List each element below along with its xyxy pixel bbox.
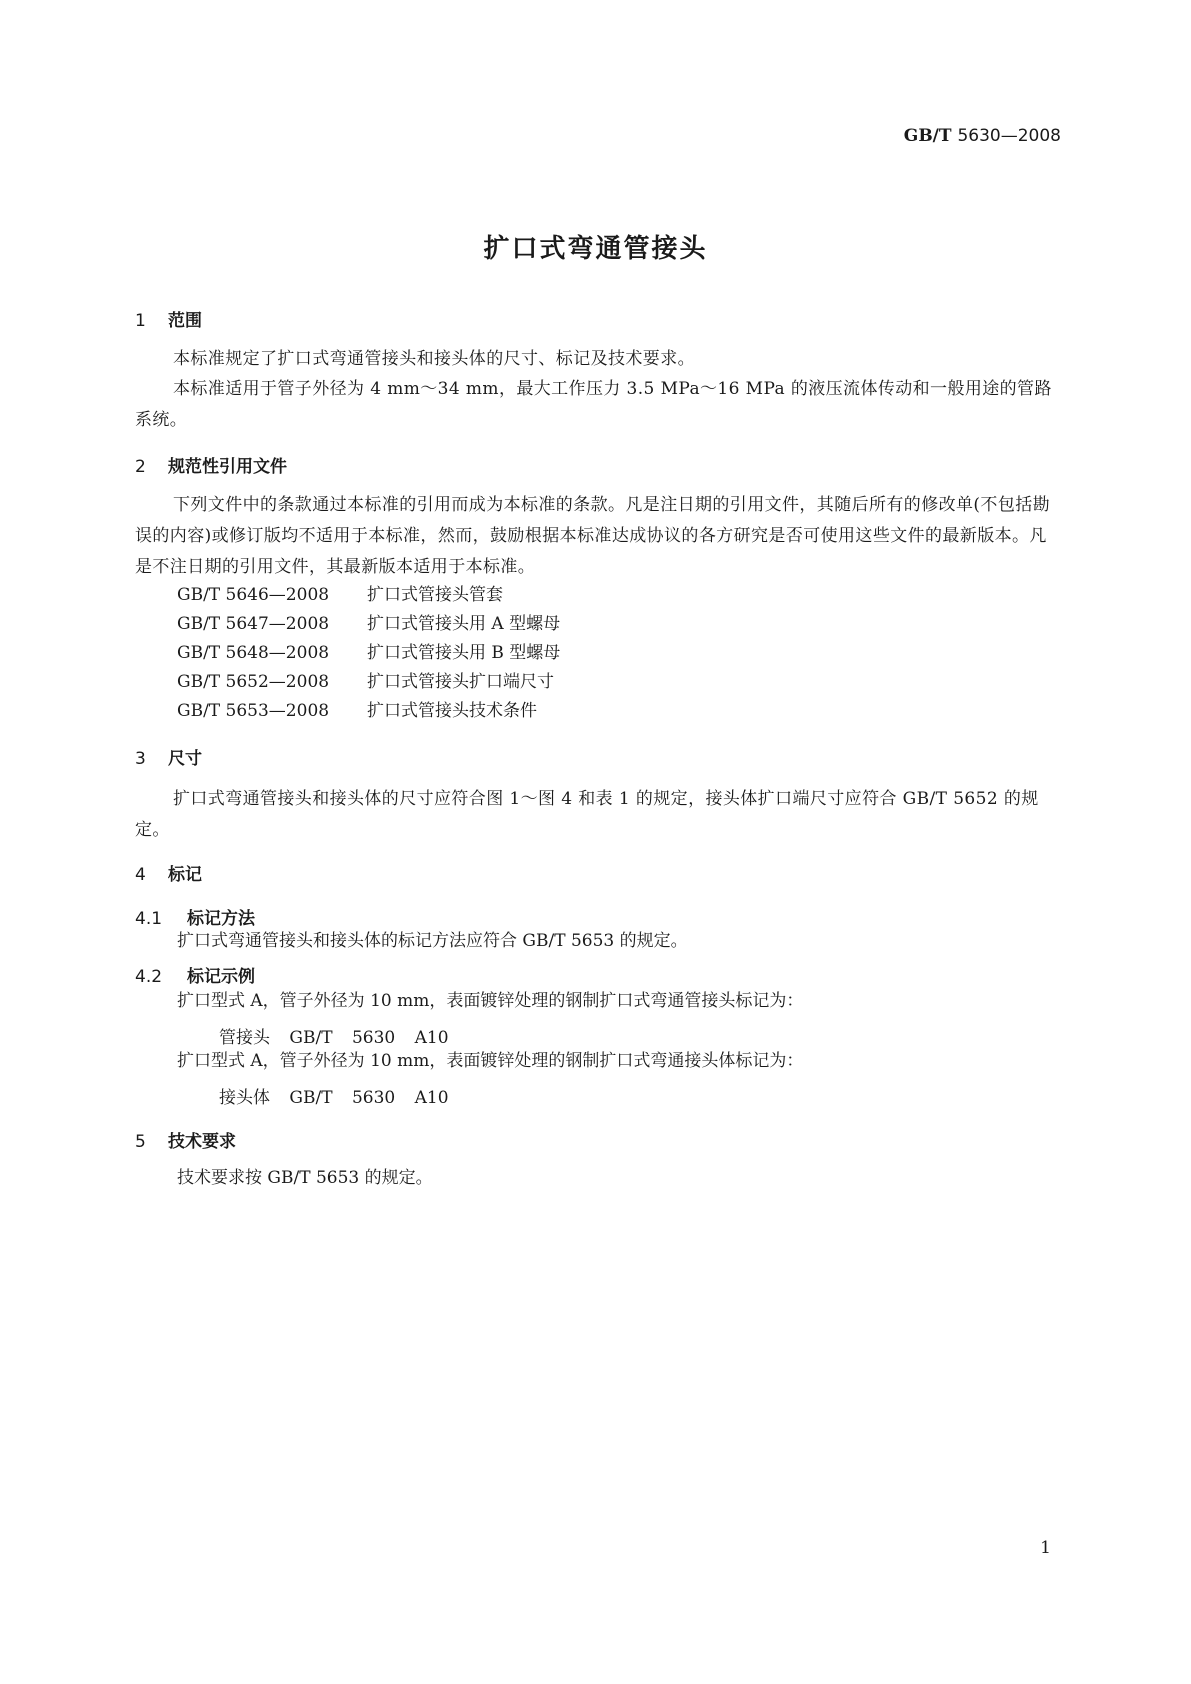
reference-code: GB/T 5646—2008 — [177, 585, 330, 605]
section-2-paragraph-1: 下列文件中的条款通过本标准的引用而成为本标准的条款。凡是注日期的引用文件，其随后所有的修改单(不包括勘误的内容)或修订版均不适用于本标准，然而，鼓励根据本标准达成协议的各方研究是否可使用这些文件的最新版本。凡是不注日期的引用文件，其最新版本适用于本标准。 — [135, 495, 1051, 577]
section-1-paragraph-1: 本标准规定了扩口式弯通管接头和接头体的尺寸、标记及技术要求。 — [173, 349, 695, 369]
reference-title: 扩口式管接头技术条件 — [367, 701, 537, 721]
section-number: 2 — [135, 457, 146, 477]
reference-item — [177, 580, 503, 611]
reference-title: 扩口式管接头用 B 型螺母 — [367, 643, 561, 663]
section-title: 标记示例 — [187, 967, 255, 987]
standard-prefix: GB/T — [903, 126, 952, 146]
section-3-paragraph-1: 扩口式弯通管接头和接头体的尺寸应符合图 1～图 4 和表 1 的规定，接头体扩口端尺寸应符合 GB/T 5652 的规定。 — [135, 789, 1039, 840]
reference-title: 扩口式管接头管套 — [367, 585, 503, 605]
marking-example-1: 管接头 GB/T 5630 A10 — [219, 1028, 449, 1048]
reference-title: 扩口式管接头扩口端尺寸 — [367, 672, 554, 692]
reference-item — [177, 638, 560, 669]
section-title: 范围 — [168, 311, 202, 331]
reference-item — [177, 696, 537, 727]
section-5-paragraph-1: 技术要求按 GB/T 5653 的规定。 — [177, 1168, 433, 1188]
standard-code — [904, 126, 1061, 146]
section-4-1-paragraph-1: 扩口式弯通管接头和接头体的标记方法应符合 GB/T 5653 的规定。 — [177, 931, 688, 951]
reference-code: GB/T 5652—2008 — [177, 672, 330, 692]
reference-code: GB/T 5648—2008 — [177, 643, 330, 663]
section-4-2-paragraph-1: 扩口型式 A，管子外径为 10 mm，表面镀锌处理的钢制扩口式弯通管接头标记为： — [177, 991, 804, 1011]
section-4-2-paragraph-2: 扩口型式 A，管子外径为 10 mm，表面镀锌处理的钢制扩口式弯通接头体标记为： — [177, 1051, 804, 1071]
reference-item — [177, 667, 554, 698]
section-number: 4.1 — [135, 909, 163, 929]
reference-code: GB/T 5647—2008 — [177, 614, 330, 634]
section-4-heading — [135, 860, 202, 885]
reference-title: 扩口式管接头用 A 型螺母 — [367, 614, 561, 634]
section-5-heading — [135, 1127, 236, 1152]
reference-item — [177, 609, 560, 640]
section-title: 尺寸 — [168, 749, 202, 769]
section-3-heading — [135, 744, 202, 769]
section-number: 4 — [135, 865, 146, 885]
section-title: 规范性引用文件 — [168, 457, 287, 477]
page-number: 1 — [1040, 1538, 1051, 1558]
section-title: 标记方法 — [187, 909, 255, 929]
section-title: 技术要求 — [168, 1132, 236, 1152]
marking-example-2: 接头体 GB/T 5630 A10 — [219, 1088, 449, 1108]
section-number: 4.2 — [135, 967, 163, 987]
section-1-paragraph-2: 本标准适用于管子外径为 4 mm～34 mm，最大工作压力 3.5 MPa～16 MPa 的液压流体传动和一般用途的管路系统。 — [135, 379, 1052, 430]
section-number: 5 — [135, 1132, 146, 1152]
section-number: 3 — [135, 749, 146, 769]
reference-code: GB/T 5653—2008 — [177, 701, 330, 721]
section-2-heading — [135, 452, 287, 477]
document-title: 扩口式弯通管接头 — [483, 234, 708, 264]
standard-number: 5630—2008 — [957, 126, 1061, 146]
section-title: 标记 — [168, 865, 202, 885]
section-1-heading — [135, 306, 202, 331]
section-4-2-heading — [135, 962, 255, 987]
section-number: 1 — [135, 311, 146, 331]
